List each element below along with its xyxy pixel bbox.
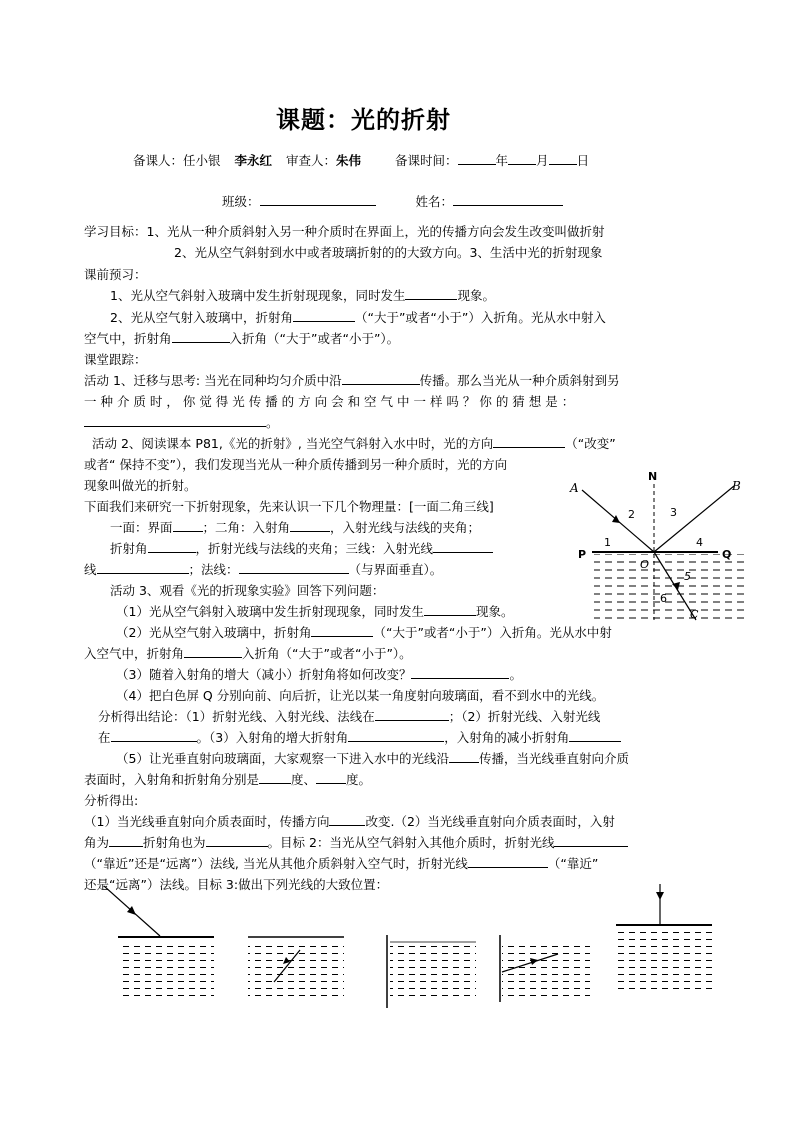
reviewer-label: 审查人：: [286, 153, 337, 168]
blank[interactable]: [84, 414, 266, 428]
blank[interactable]: [468, 855, 548, 869]
activity3-q4: （4）把白色屏 Q 分别向前、向后折，让光以某一角度射向玻璃面，看不到水中的光线。: [116, 688, 605, 703]
label-O: O: [640, 558, 650, 571]
blank[interactable]: [111, 729, 197, 743]
activity3-q2-cont: 入空气中，折射角 入折角（“大于”或者“小于”）。: [84, 646, 412, 661]
analysis-line-3: （“靠近”还是“远离”）法线, 当光从其他介质斜射入空气时，折射光线 （“靠近”: [84, 856, 599, 871]
blank[interactable]: [206, 834, 268, 848]
preparer-line: [133, 151, 589, 169]
activity2-line-3: 现象叫做光的折射。: [84, 478, 197, 493]
label-N: N: [648, 470, 658, 483]
blank[interactable]: [259, 771, 291, 785]
year-blank[interactable]: [458, 152, 496, 166]
time-label: 备课时间：: [395, 153, 458, 168]
objective-line-1: 学习目标：1、光从一种介质斜射入另一种介质时在界面上，光的传播方向会发生改变叫做折射: [84, 224, 605, 239]
blank[interactable]: [405, 287, 457, 301]
blank[interactable]: [348, 729, 444, 743]
label-B: B: [732, 479, 741, 493]
blank[interactable]: [375, 708, 449, 722]
conclusion-line-1: 分析得出结论：（1）折射光线、入射光线、法线在 ；（2）折射光线、入射光线: [98, 709, 601, 724]
objective-line-2: 2、光从空气斜射到水中或者玻璃折射的的大致方向。3、生活中光的折射现象: [174, 245, 603, 260]
name-blank[interactable]: [453, 193, 563, 207]
preview-q2-cont: 空气中，折射角 入折角（“大于”或者“小于”）。: [84, 331, 400, 346]
blank[interactable]: [342, 372, 420, 386]
angle-5: 5: [684, 570, 691, 583]
water-area: [594, 554, 744, 620]
activity1-line: 活动 1、迁移与思考: 当光在同种均匀介质中沿 传播。那么当光从一种介质斜射到另: [84, 373, 620, 388]
label-P: P: [578, 548, 587, 561]
preview-q1: 1、光从空气斜射入玻璃中发生折射现现象，同时发生 现象。: [110, 288, 495, 303]
blank[interactable]: [316, 771, 346, 785]
angle-1: 1: [604, 536, 611, 549]
activity3-q3: （3）随着入射角的增大（减小）折射角将如何改变？ 。: [116, 667, 522, 682]
angle-3: 3: [670, 506, 677, 519]
label-C: C: [690, 608, 699, 621]
exercise-4: [500, 935, 590, 1002]
analysis-line-1: （1）当光线垂直射向介质表面时，传播方向 改变.（2）当光线垂直射向介质表面时，入射: [84, 814, 615, 829]
exercise-2: [248, 937, 344, 1000]
page-title: 课题：光的折射: [276, 106, 451, 134]
label-A: A: [570, 481, 579, 495]
quantities-intro: 下面我们来研究一下折射现象，先来认识一下几个物理量：[一面二角三线]: [84, 499, 494, 514]
exercise-5: [616, 884, 712, 994]
blank[interactable]: [411, 666, 509, 680]
blank[interactable]: [148, 540, 196, 554]
blank[interactable]: [493, 435, 565, 449]
reflected-ray: [654, 486, 734, 552]
exercise-1: [104, 886, 214, 1000]
year-label: 年: [495, 153, 509, 168]
blank[interactable]: [109, 834, 143, 848]
quantities-line-3: 线 ；法线： （与界面垂直）。: [84, 562, 443, 577]
preparer-signature: 李永红: [234, 153, 273, 168]
preparer-label: 备课人：任小银: [133, 153, 221, 168]
activity3-q2: （2）光从空气射入玻璃中，折射角 （“大于”或者“小于”）入折角。光从水中射: [116, 625, 612, 640]
activity3-heading: 活动 3、观看《光的折现象实验》回答下列问题：: [110, 583, 385, 598]
name-label: 姓名：: [415, 194, 454, 209]
activity3-q1: （1）光从空气斜射入玻璃中发生折射现现象，同时发生 现象。: [116, 604, 514, 619]
activity3-q5-cont: 表面时，入射角和折射角分别是 度、 度。: [84, 772, 372, 787]
blank[interactable]: [173, 519, 203, 533]
activity1-question: 一 种 介 质 时 ， 你 觉 得 光 传 播 的 方 向 会 和 空 气 中 一 样 吗 ？ 你 的 猜 想 是 ：: [84, 394, 575, 409]
blank[interactable]: [290, 519, 330, 533]
classroom-heading: 课堂跟踪：: [84, 352, 147, 367]
activity2-line: 活动 2、阅读课本 P81,《光的折射》, 当光空气斜射入水中时，光的方向 （“改变”: [92, 436, 616, 451]
day-label: 日: [576, 153, 590, 168]
angle-2: 2: [628, 508, 635, 521]
label-Q: Q: [722, 548, 732, 561]
conclusion-line-2: 在 。（3）入射角的增大折射角 ，入射角的减小折射角: [98, 728, 621, 746]
blank[interactable]: [433, 540, 493, 554]
blank[interactable]: [293, 309, 355, 323]
class-label: 班级：: [222, 194, 260, 209]
blank[interactable]: [97, 561, 189, 575]
blank[interactable]: [172, 330, 230, 344]
blank[interactable]: [424, 603, 476, 617]
month-blank[interactable]: [508, 152, 536, 166]
activity2-line-2: 或者“ 保持不变”），我们发现当光从一种介质传播到另一种介质时，光的方向: [84, 457, 508, 472]
analysis-heading: 分析得出:: [84, 793, 139, 808]
exercise-diagrams: [100, 880, 720, 1010]
blank[interactable]: [569, 729, 621, 743]
angle-4: 4: [696, 536, 703, 549]
day-blank[interactable]: [549, 152, 577, 166]
class-blank[interactable]: [260, 193, 376, 207]
preview-q2: 2、光从空气射入玻璃中，折射角 （“大于”或者“小于”）入折角。光从水中射入: [110, 310, 606, 325]
blank[interactable]: [554, 834, 628, 848]
blank[interactable]: [184, 645, 242, 659]
analysis-line-2: 角为 折射角也为 。目标 2：当光从空气斜射入其他介质时，折射光线: [84, 833, 628, 851]
activity1-guess: 。: [84, 413, 279, 431]
quantities-line-1: 一面：界面 ；二角：入射角 ，入射光线与法线的夹角；: [110, 520, 481, 535]
class-name-line: [222, 192, 563, 210]
activity3-q5: （5）让光垂直射向玻璃面，大家观察一下进入水中的光线沿 传播，当光线垂直射向介质: [116, 751, 629, 766]
blank[interactable]: [311, 624, 373, 638]
month-label: 月: [536, 153, 549, 168]
refraction-diagram: [568, 470, 768, 640]
angle-6: 6: [660, 592, 667, 605]
quantities-line-2: 折射角 ，折射光线与法线的夹角；三线：入射光线: [110, 539, 493, 557]
analysis-line-4: 还是“远离”）法线。目标 3:做出下列光线的大致位置：: [84, 877, 389, 892]
preview-heading: 课前预习：: [84, 267, 147, 282]
exercise-3: [387, 935, 476, 1008]
blank[interactable]: [239, 561, 349, 575]
blank[interactable]: [329, 813, 365, 827]
reviewer-name: 朱伟: [336, 153, 362, 168]
blank[interactable]: [449, 750, 479, 764]
